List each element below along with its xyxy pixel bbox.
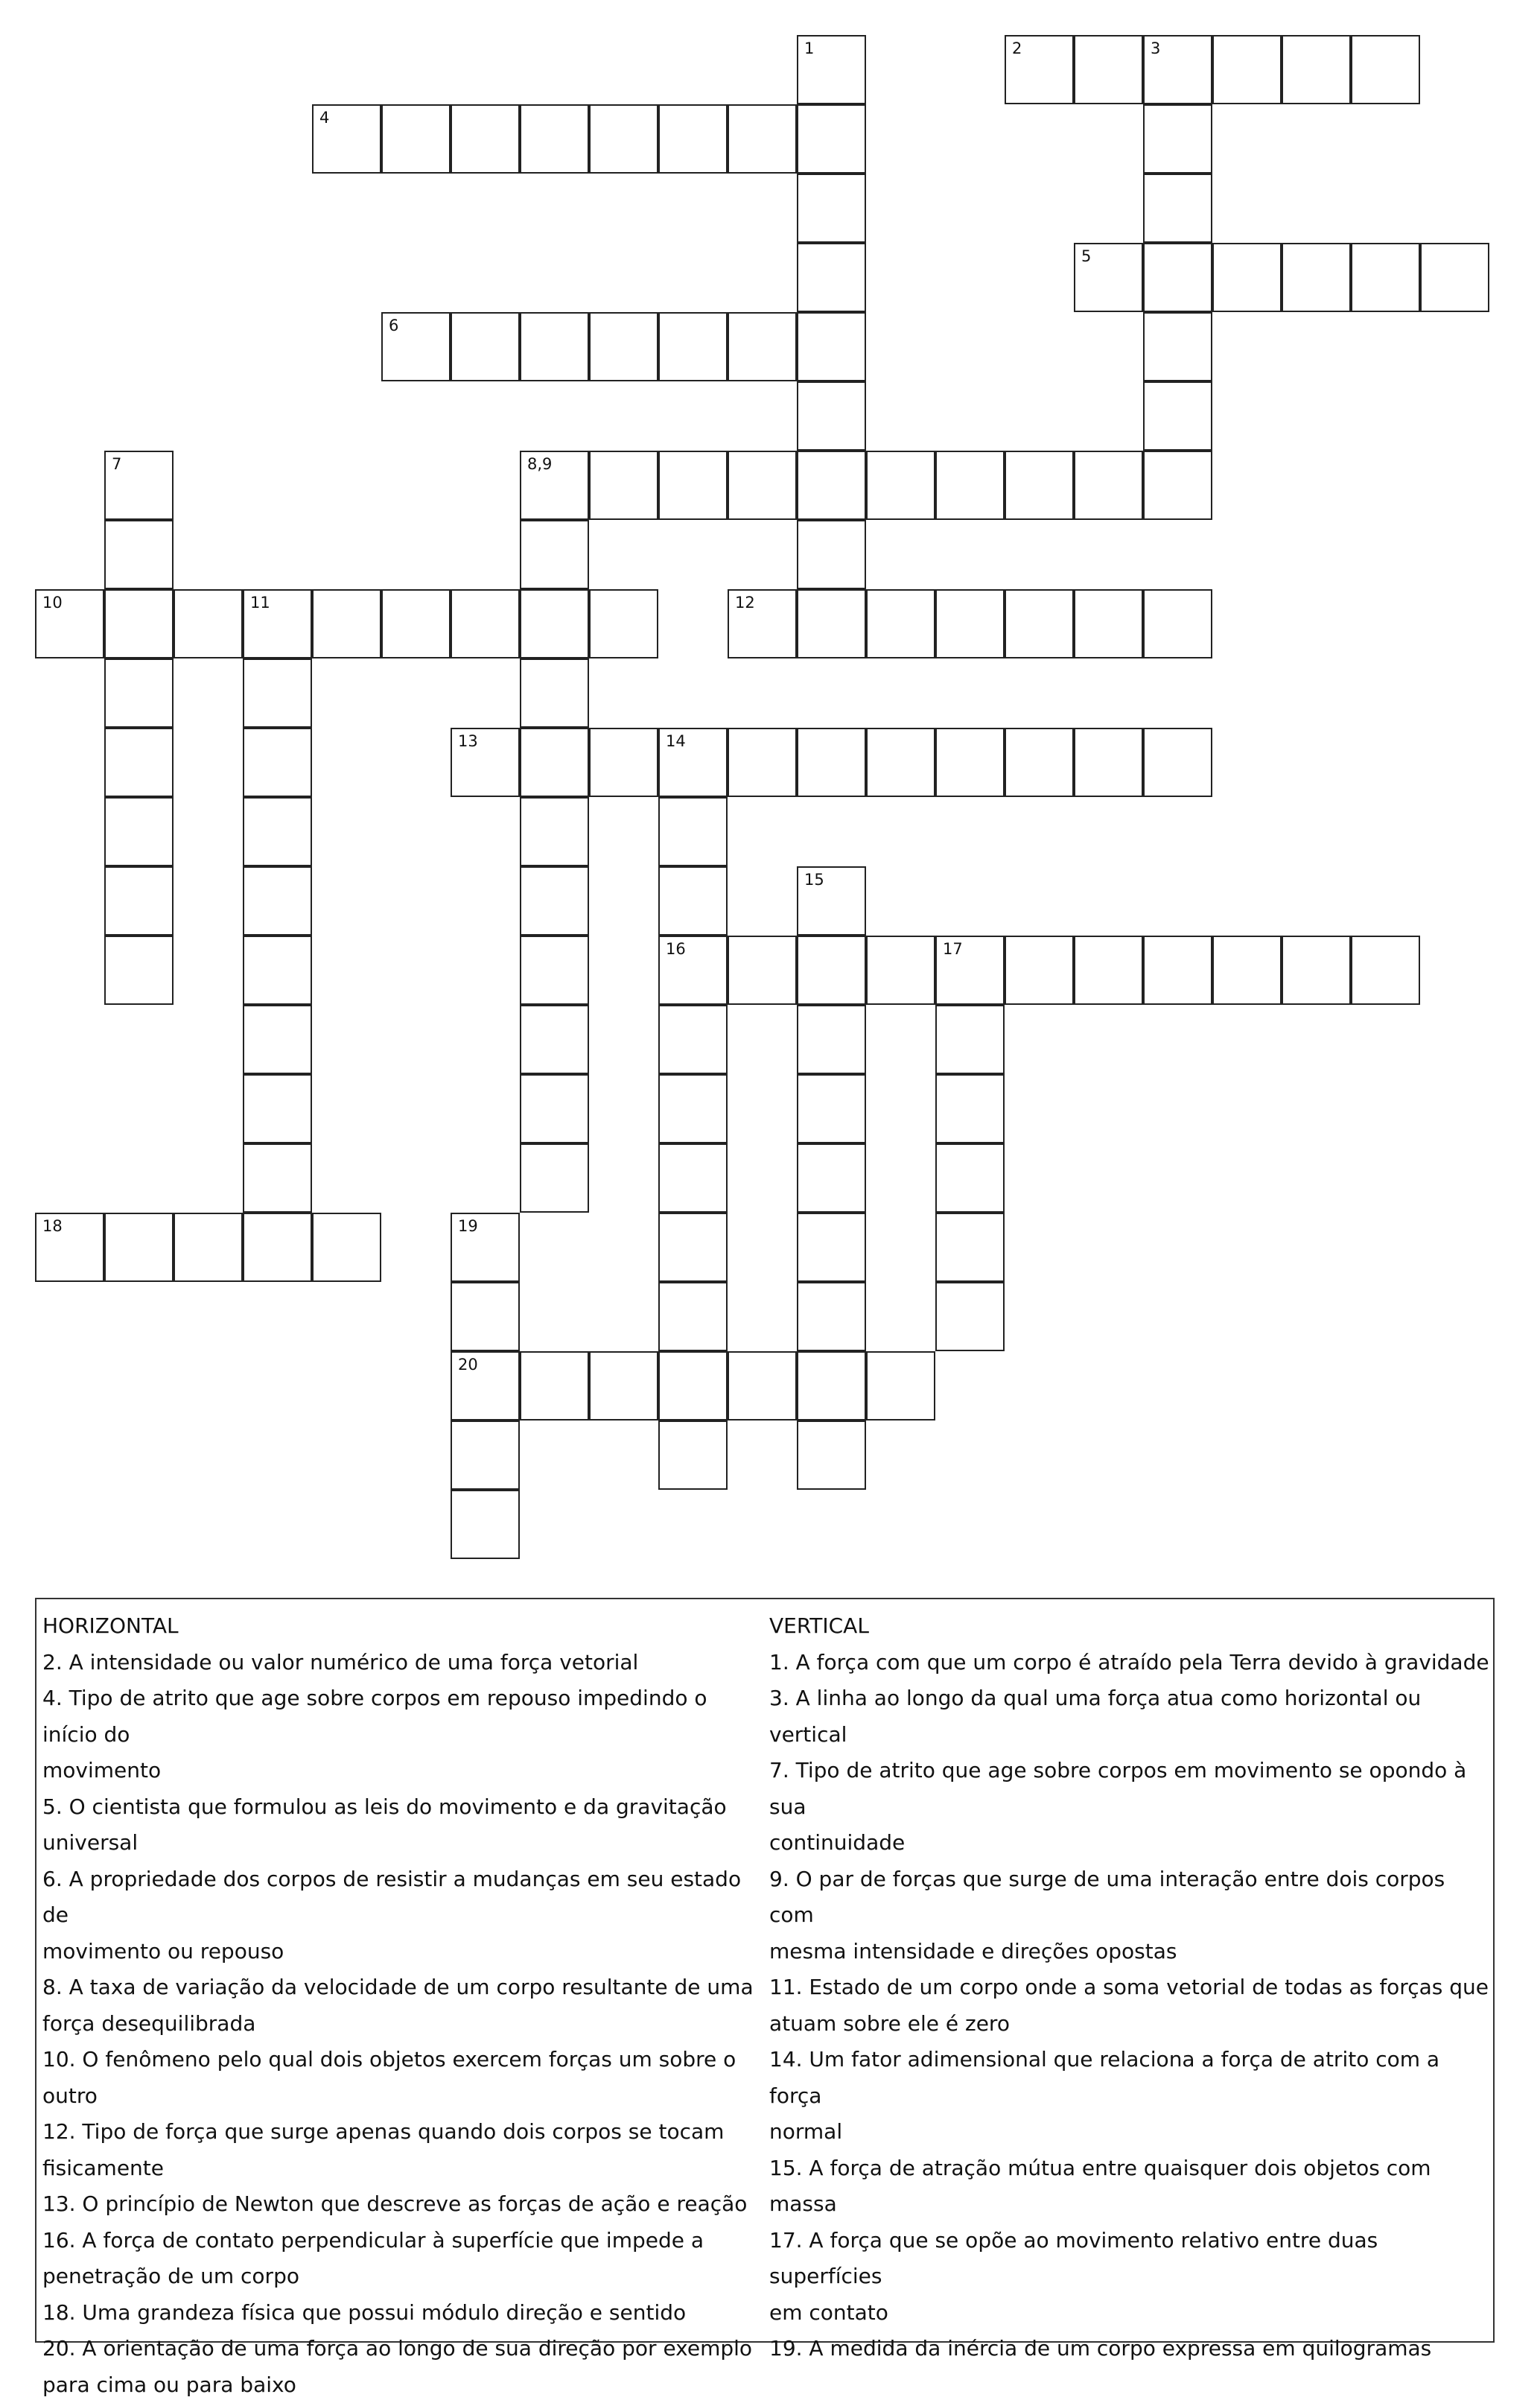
- clue-number: 7: [112, 455, 121, 473]
- vertical-clue-line: 17. A força que se opõe ao movimento relativo entre duas superfícies: [769, 2223, 1495, 2295]
- clue-number: 18: [42, 1217, 63, 1235]
- grid-cell[interactable]: [935, 936, 1005, 1005]
- grid-cell[interactable]: [797, 243, 866, 312]
- grid-cell[interactable]: [589, 589, 658, 658]
- grid-cell[interactable]: [381, 589, 451, 658]
- grid-cell[interactable]: [866, 1351, 935, 1420]
- grid-cell[interactable]: [728, 1351, 797, 1420]
- grid-cell[interactable]: [658, 1351, 728, 1420]
- grid-cell[interactable]: [1143, 312, 1212, 381]
- horizontal-clues: [42, 1608, 769, 2403]
- clue-number: 15: [804, 871, 824, 889]
- grid-cell[interactable]: [104, 451, 174, 520]
- grid-cell[interactable]: [520, 312, 589, 381]
- grid-cell[interactable]: [104, 589, 174, 658]
- grid-cell[interactable]: [104, 1213, 174, 1282]
- grid-cell[interactable]: [797, 1213, 866, 1282]
- vertical-clue-line: continuidade: [769, 1825, 1495, 1861]
- grid-cell[interactable]: [658, 1005, 728, 1074]
- grid-cell[interactable]: [589, 728, 658, 797]
- grid-cell[interactable]: [243, 658, 312, 728]
- grid-cell[interactable]: [1212, 35, 1282, 104]
- grid-cell[interactable]: [658, 936, 728, 1005]
- clue-number: 8,9: [527, 455, 552, 473]
- grid-cell[interactable]: [520, 520, 589, 589]
- grid-cell[interactable]: [1143, 35, 1212, 104]
- grid-cell[interactable]: [658, 1420, 728, 1490]
- grid-cell[interactable]: [589, 451, 658, 520]
- grid-cell[interactable]: [243, 728, 312, 797]
- vertical-clue-line: 3. A linha ao longo da qual uma força atua como horizontal ou vertical: [769, 1680, 1495, 1753]
- grid-cell[interactable]: [451, 728, 520, 797]
- grid-cell[interactable]: [35, 589, 104, 658]
- horizontal-clue-line: penetração de um corpo: [42, 2258, 769, 2295]
- horizontal-clue-line: 10. O fenômeno pelo qual dois objetos exercem forças um sobre o outro: [42, 2042, 769, 2114]
- clues-box: [35, 1598, 1495, 2343]
- grid-cell[interactable]: [589, 312, 658, 381]
- grid-cell[interactable]: [1005, 451, 1074, 520]
- grid-cell[interactable]: [104, 866, 174, 936]
- clue-number: 5: [1081, 247, 1091, 265]
- grid-cell[interactable]: [1074, 936, 1143, 1005]
- grid-cell[interactable]: [658, 1074, 728, 1143]
- grid-cell[interactable]: [1005, 35, 1074, 104]
- clue-number: 6: [389, 317, 398, 334]
- grid-cell[interactable]: [520, 728, 589, 797]
- grid-cell[interactable]: [520, 658, 589, 728]
- grid-cell[interactable]: [797, 451, 866, 520]
- grid-cell[interactable]: [658, 1143, 728, 1213]
- grid-cell[interactable]: [520, 866, 589, 936]
- vertical-clue-line: em contato: [769, 2295, 1495, 2331]
- vertical-clue-line: mesma intensidade e direções opostas: [769, 1934, 1495, 1970]
- grid-cell[interactable]: [797, 589, 866, 658]
- grid-cell[interactable]: [312, 589, 381, 658]
- grid-cell[interactable]: [1074, 728, 1143, 797]
- vertical-clue-list: [769, 1645, 1495, 2367]
- grid-cell[interactable]: [451, 1490, 520, 1559]
- grid-cell[interactable]: [935, 1282, 1005, 1351]
- grid-cell[interactable]: [1143, 936, 1212, 1005]
- grid-cell[interactable]: [797, 35, 866, 104]
- horizontal-clue-line: 6. A propriedade dos corpos de resistir a mudanças em seu estado de: [42, 1861, 769, 1934]
- grid-cell[interactable]: [728, 451, 797, 520]
- grid-cell[interactable]: [935, 589, 1005, 658]
- grid-cell[interactable]: [451, 1420, 520, 1490]
- clue-number: 14: [666, 732, 686, 750]
- grid-cell[interactable]: [797, 1282, 866, 1351]
- vertical-clue-line: 7. Tipo de atrito que age sobre corpos em movimento se opondo à sua: [769, 1753, 1495, 1825]
- horizontal-clue-line: força desequilibrada: [42, 2006, 769, 2042]
- grid-cell[interactable]: [1005, 936, 1074, 1005]
- clue-number: 11: [250, 594, 270, 612]
- grid-cell[interactable]: [1143, 589, 1212, 658]
- clue-number: 12: [735, 594, 755, 612]
- horizontal-clue-line: 18. Uma grandeza física que possui módulo direção e sentido: [42, 2295, 769, 2331]
- vertical-clue-line: 11. Estado de um corpo onde a soma vetorial de todas as forças que: [769, 1969, 1495, 2006]
- grid-cell[interactable]: [1351, 35, 1420, 104]
- grid-cell[interactable]: [935, 1074, 1005, 1143]
- grid-cell[interactable]: [797, 312, 866, 381]
- grid-cell[interactable]: [658, 312, 728, 381]
- vertical-clues: [769, 1608, 1495, 2367]
- grid-cell[interactable]: [797, 174, 866, 243]
- horizontal-clue-line: fisicamente: [42, 2150, 769, 2187]
- grid-cell[interactable]: [658, 451, 728, 520]
- grid-cell[interactable]: [1282, 936, 1351, 1005]
- horizontal-clue-line: 16. A força de contato perpendicular à superfície que impede a: [42, 2223, 769, 2259]
- grid-cell[interactable]: [658, 104, 728, 174]
- clue-number: 20: [458, 1356, 478, 1374]
- grid-cell[interactable]: [866, 728, 935, 797]
- grid-cell[interactable]: [174, 1213, 243, 1282]
- grid-cell[interactable]: [797, 866, 866, 936]
- grid-cell[interactable]: [451, 589, 520, 658]
- horizontal-heading: HORIZONTAL: [42, 1608, 769, 1645]
- horizontal-clue-line: para cima ou para baixo: [42, 2367, 769, 2403]
- clue-number: 17: [943, 940, 963, 958]
- grid-cell[interactable]: [1420, 243, 1489, 312]
- grid-cell[interactable]: [520, 451, 589, 520]
- grid-cell[interactable]: [797, 1143, 866, 1213]
- grid-cell[interactable]: [1143, 174, 1212, 243]
- clue-number: 10: [42, 594, 63, 612]
- grid-cell[interactable]: [1282, 243, 1351, 312]
- grid-cell[interactable]: [1351, 936, 1420, 1005]
- grid-cell[interactable]: [797, 1351, 866, 1420]
- grid-cell[interactable]: [243, 936, 312, 1005]
- clue-number: 19: [458, 1217, 478, 1235]
- grid-cell[interactable]: [1282, 35, 1351, 104]
- grid-cell[interactable]: [520, 1351, 589, 1420]
- grid-cell[interactable]: [589, 1351, 658, 1420]
- horizontal-clue-line: 4. Tipo de atrito que age sobre corpos em repouso impedindo o início do: [42, 1680, 769, 1753]
- vertical-heading: VERTICAL: [769, 1608, 1495, 1645]
- grid-cell[interactable]: [1351, 243, 1420, 312]
- grid-cell[interactable]: [1143, 104, 1212, 174]
- grid-cell[interactable]: [243, 866, 312, 936]
- grid-cell[interactable]: [104, 728, 174, 797]
- grid-cell[interactable]: [935, 1005, 1005, 1074]
- horizontal-clue-line: movimento ou repouso: [42, 1934, 769, 1970]
- grid-cell[interactable]: [312, 104, 381, 174]
- grid-cell[interactable]: [1212, 243, 1282, 312]
- grid-cell[interactable]: [797, 728, 866, 797]
- grid-cell[interactable]: [104, 936, 174, 1005]
- grid-cell[interactable]: [381, 312, 451, 381]
- grid-cell[interactable]: [658, 1282, 728, 1351]
- grid-cell[interactable]: [520, 1005, 589, 1074]
- grid-cell[interactable]: [935, 728, 1005, 797]
- grid-cell[interactable]: [866, 936, 935, 1005]
- horizontal-clue-line: 20. A orientação de uma força ao longo de sua direção por exemplo: [42, 2331, 769, 2367]
- grid-cell[interactable]: [797, 381, 866, 451]
- horizontal-clue-line: 13. O princípio de Newton que descreve as forças de ação e reação: [42, 2186, 769, 2223]
- clue-number: 3: [1151, 39, 1160, 57]
- grid-cell[interactable]: [243, 1213, 312, 1282]
- grid-cell[interactable]: [1074, 35, 1143, 104]
- grid-cell[interactable]: [1005, 589, 1074, 658]
- vertical-clue-line: atuam sobre ele é zero: [769, 2006, 1495, 2042]
- vertical-clue-line: normal: [769, 2114, 1495, 2150]
- clue-number: 4: [319, 109, 329, 127]
- horizontal-clue-line: movimento: [42, 1753, 769, 1789]
- grid-cell[interactable]: [243, 797, 312, 866]
- grid-cell[interactable]: [451, 1351, 520, 1420]
- grid-cell[interactable]: [728, 104, 797, 174]
- grid-cell[interactable]: [1074, 243, 1143, 312]
- horizontal-clue-line: 8. A taxa de variação da velocidade de um corpo resultante de uma: [42, 1969, 769, 2006]
- vertical-clue-line: 1. A força com que um corpo é atraído pela Terra devido à gravidade: [769, 1645, 1495, 1681]
- grid-cell[interactable]: [866, 451, 935, 520]
- grid-cell[interactable]: [935, 451, 1005, 520]
- grid-cell[interactable]: [520, 1074, 589, 1143]
- grid-cell[interactable]: [797, 1420, 866, 1490]
- grid-cell[interactable]: [935, 1143, 1005, 1213]
- clue-number: 1: [804, 39, 814, 57]
- grid-cell[interactable]: [866, 589, 935, 658]
- grid-cell[interactable]: [797, 1074, 866, 1143]
- grid-cell[interactable]: [728, 936, 797, 1005]
- grid-cell[interactable]: [104, 797, 174, 866]
- vertical-clue-line: 14. Um fator adimensional que relaciona a força de atrito com a força: [769, 2042, 1495, 2114]
- grid-cell[interactable]: [589, 104, 658, 174]
- grid-cell[interactable]: [520, 104, 589, 174]
- grid-cell[interactable]: [174, 589, 243, 658]
- clue-number: 13: [458, 732, 478, 750]
- clue-number: 2: [1012, 39, 1022, 57]
- grid-cell[interactable]: [520, 589, 589, 658]
- grid-cell[interactable]: [451, 312, 520, 381]
- horizontal-clue-line: 2. A intensidade ou valor numérico de uma força vetorial: [42, 1645, 769, 1681]
- grid-cell[interactable]: [658, 797, 728, 866]
- clue-number: 16: [666, 940, 686, 958]
- horizontal-clue-line: 12. Tipo de força que surge apenas quando dois corpos se tocam: [42, 2114, 769, 2150]
- grid-cell[interactable]: [1005, 728, 1074, 797]
- grid-cell[interactable]: [728, 589, 797, 658]
- grid-cell[interactable]: [1143, 451, 1212, 520]
- grid-cell[interactable]: [520, 1143, 589, 1213]
- grid-cell[interactable]: [1212, 936, 1282, 1005]
- grid-cell[interactable]: [451, 104, 520, 174]
- grid-cell[interactable]: [658, 728, 728, 797]
- grid-cell[interactable]: [1143, 243, 1212, 312]
- horizontal-clue-line: universal: [42, 1825, 769, 1861]
- grid-cell[interactable]: [520, 936, 589, 1005]
- grid-cell[interactable]: [520, 797, 589, 866]
- grid-cell[interactable]: [658, 1213, 728, 1282]
- horizontal-clue-line: 5. O cientista que formulou as leis do movimento e da gravitação: [42, 1789, 769, 1826]
- vertical-clue-line: 9. O par de forças que surge de uma interação entre dois corpos com: [769, 1861, 1495, 1934]
- grid-cell[interactable]: [797, 520, 866, 589]
- grid-cell[interactable]: [243, 589, 312, 658]
- grid-cell[interactable]: [243, 1074, 312, 1143]
- horizontal-clue-list: [42, 1645, 769, 2403]
- grid-cell[interactable]: [451, 1213, 520, 1282]
- grid-cell[interactable]: [1074, 451, 1143, 520]
- grid-cell[interactable]: [1143, 381, 1212, 451]
- grid-cell[interactable]: [1143, 728, 1212, 797]
- grid-cell[interactable]: [797, 1005, 866, 1074]
- grid-cell[interactable]: [728, 728, 797, 797]
- grid-cell[interactable]: [243, 1005, 312, 1074]
- grid-cell[interactable]: [451, 1282, 520, 1351]
- grid-cell[interactable]: [104, 520, 174, 589]
- grid-cell[interactable]: [381, 104, 451, 174]
- grid-cell[interactable]: [1074, 589, 1143, 658]
- grid-cell[interactable]: [728, 312, 797, 381]
- vertical-clue-line: 19. A medida da inércia de um corpo expressa em quilogramas: [769, 2331, 1495, 2367]
- vertical-clue-line: 15. A força de atração mútua entre quaisquer dois objetos com massa: [769, 2150, 1495, 2223]
- grid-cell[interactable]: [35, 1213, 104, 1282]
- grid-cell[interactable]: [243, 1143, 312, 1213]
- grid-cell[interactable]: [935, 1213, 1005, 1282]
- grid-cell[interactable]: [312, 1213, 381, 1282]
- grid-cell[interactable]: [658, 866, 728, 936]
- grid-cell[interactable]: [104, 658, 174, 728]
- grid-cell[interactable]: [797, 104, 866, 174]
- grid-cell[interactable]: [797, 936, 866, 1005]
